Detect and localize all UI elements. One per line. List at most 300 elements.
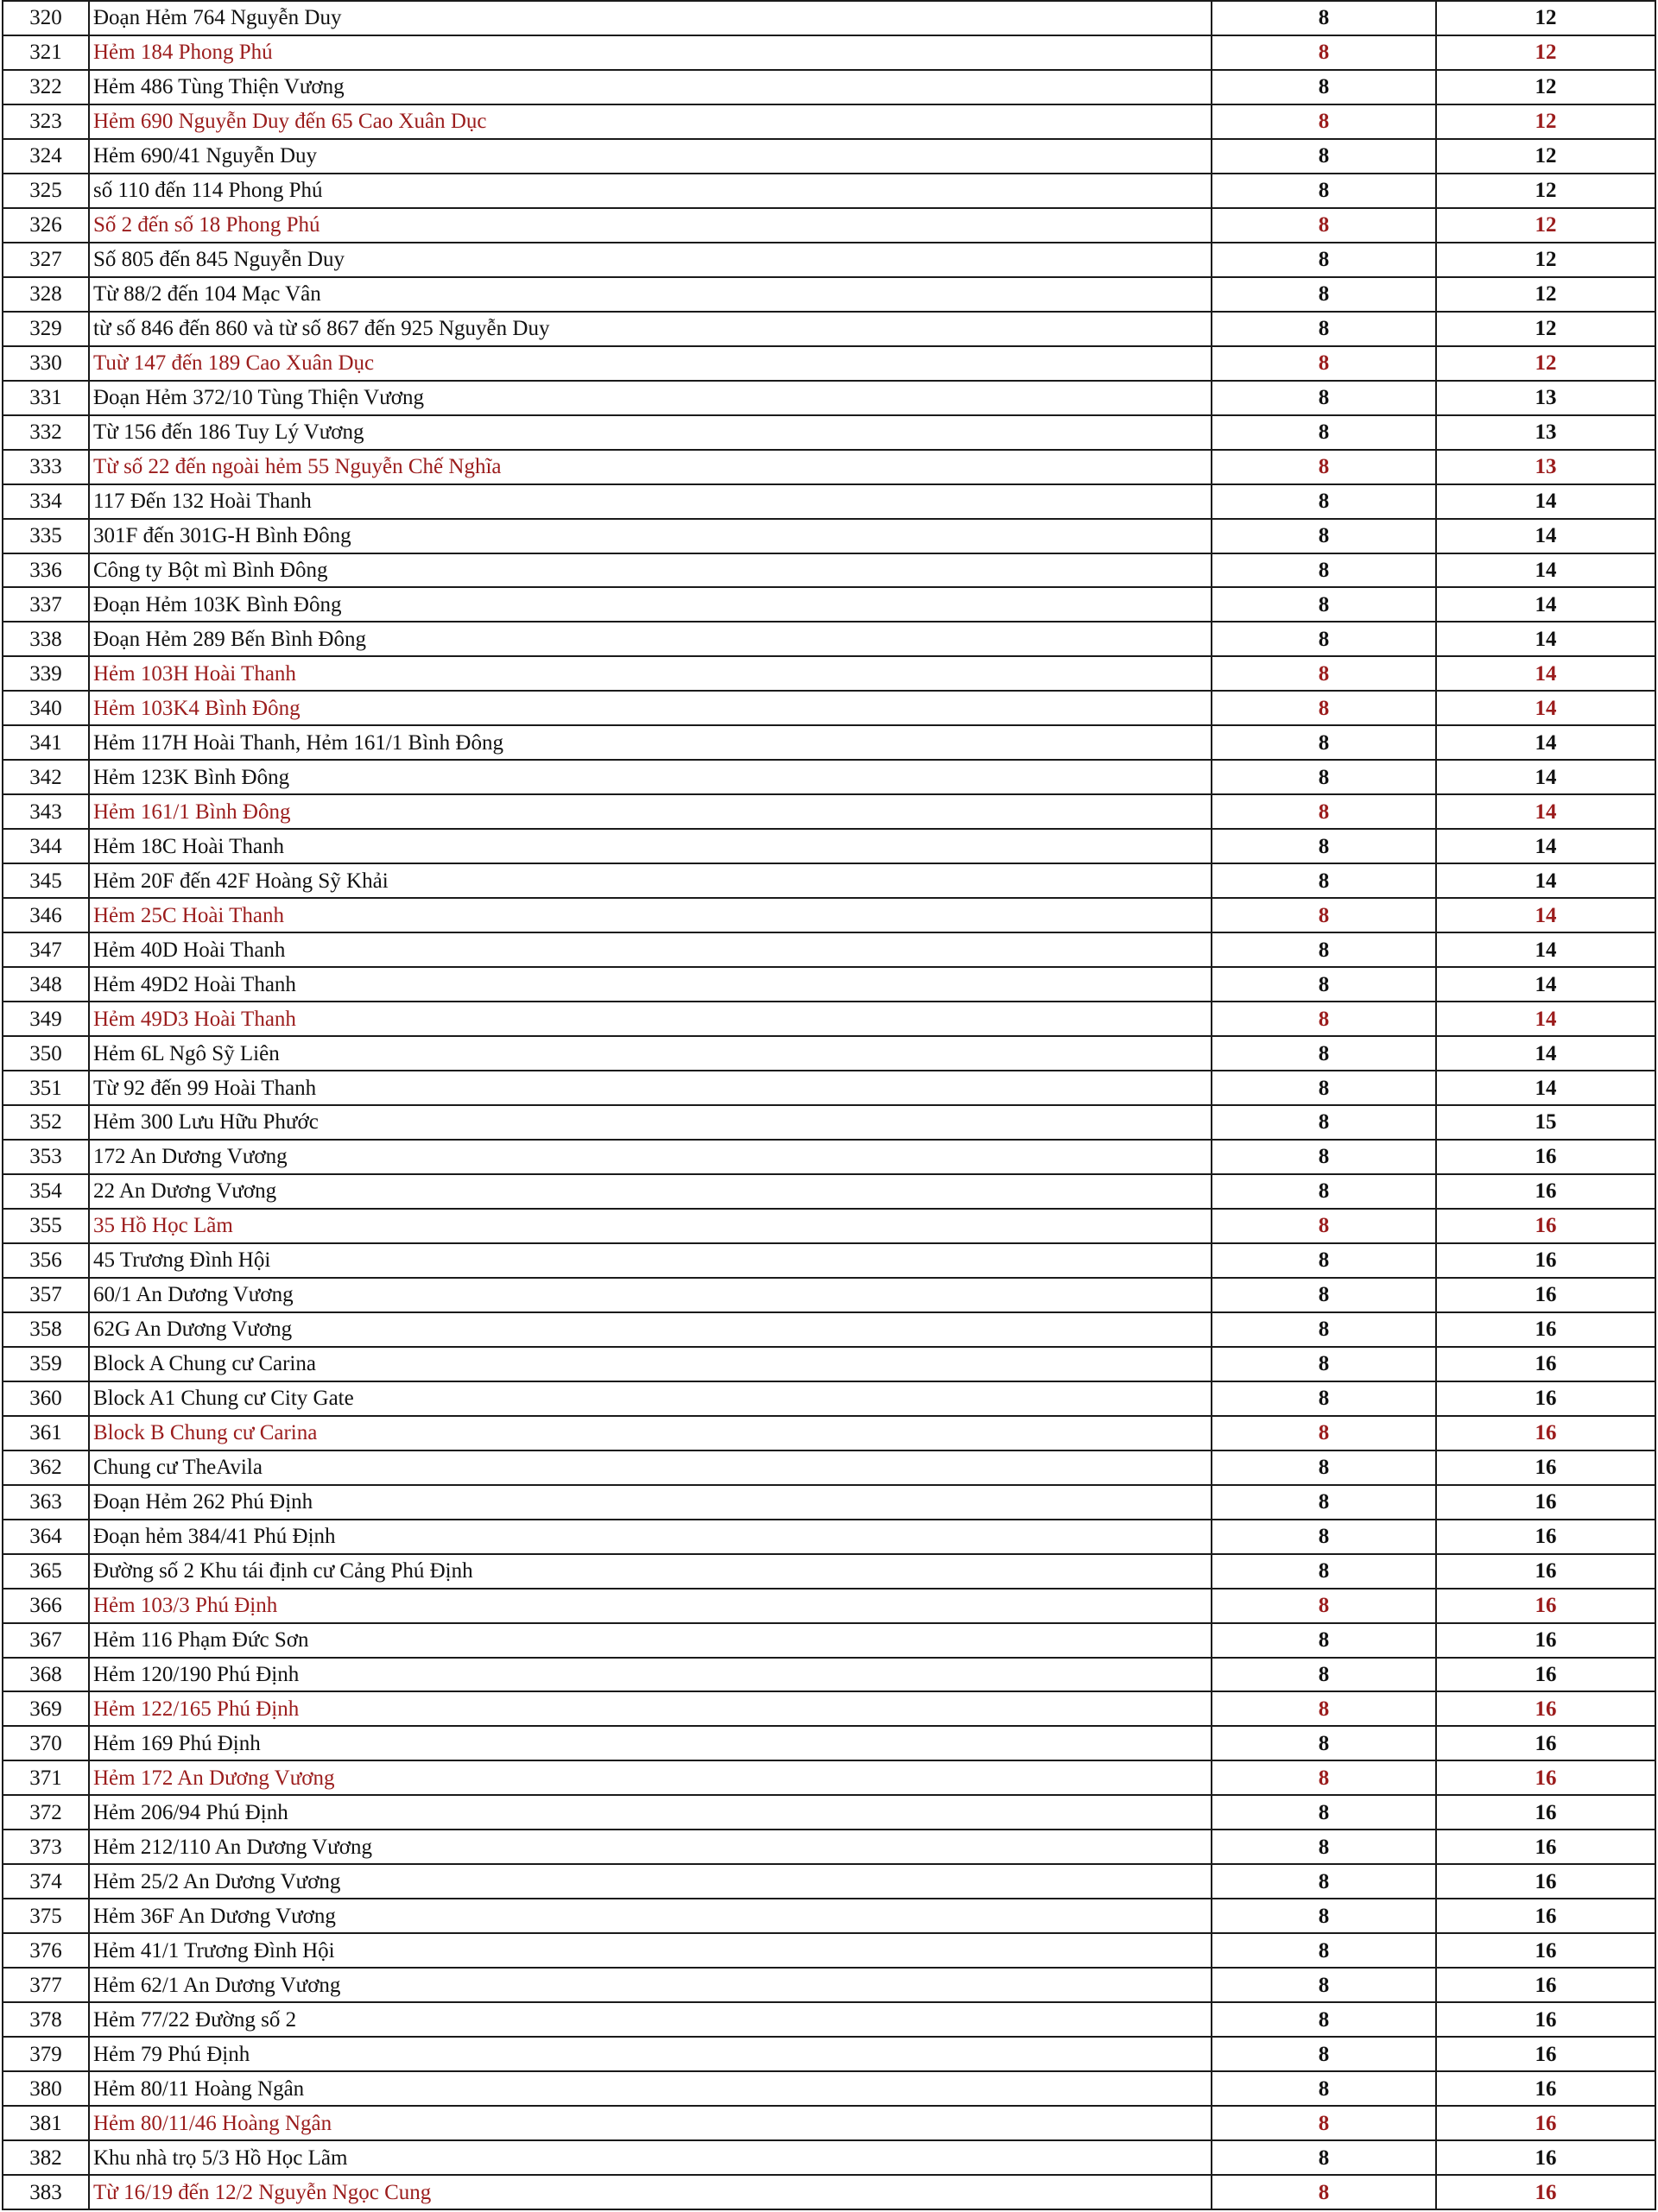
value-b: 14 (1436, 1036, 1655, 1071)
value-a: 8 (1212, 139, 1436, 174)
location-name: từ số 846 đến 860 và từ số 867 đến 925 Nguyễn Duy (89, 312, 1212, 346)
row-number: 328 (3, 277, 89, 312)
value-a: 8 (1212, 1830, 1436, 1864)
row-number: 331 (3, 381, 89, 415)
row-number: 348 (3, 967, 89, 1002)
row-number: 357 (3, 1278, 89, 1312)
value-b: 16 (1436, 1140, 1655, 1174)
table-row (3, 1554, 1655, 1589)
value-b: 16 (1436, 1864, 1655, 1899)
table-row (3, 932, 1655, 967)
value-a: 8 (1212, 863, 1436, 898)
row-number: 366 (3, 1589, 89, 1623)
row-number: 340 (3, 691, 89, 725)
location-name: Hẻm 116 Phạm Đức Sơn (89, 1623, 1212, 1658)
value-a: 8 (1212, 277, 1436, 312)
location-name: Chung cư TheAvila (89, 1450, 1212, 1485)
table-row (3, 760, 1655, 794)
location-name: Hẻm 103H Hoài Thanh (89, 656, 1212, 691)
value-a: 8 (1212, 1933, 1436, 1968)
row-number: 374 (3, 1864, 89, 1899)
value-b: 14 (1436, 587, 1655, 622)
value-b: 16 (1436, 1589, 1655, 1623)
location-name: Hẻm 80/11 Hoàng Ngân (89, 2071, 1212, 2106)
row-number: 369 (3, 1691, 89, 1726)
value-b: 16 (1436, 1968, 1655, 2002)
value-b: 16 (1436, 1485, 1655, 1520)
value-b: 14 (1436, 519, 1655, 553)
table-row (3, 1589, 1655, 1623)
value-a: 8 (1212, 1312, 1436, 1347)
table-row (3, 1726, 1655, 1760)
value-a: 8 (1212, 1899, 1436, 1933)
value-a: 8 (1212, 587, 1436, 622)
location-name: Đoạn hẻm 384/41 Phú Định (89, 1520, 1212, 1554)
value-b: 14 (1436, 622, 1655, 656)
row-number: 355 (3, 1209, 89, 1243)
value-a: 8 (1212, 1760, 1436, 1795)
value-b: 16 (1436, 1347, 1655, 1381)
row-number: 364 (3, 1520, 89, 1554)
table-row (3, 1071, 1655, 1105)
value-a: 8 (1212, 1071, 1436, 1105)
value-b: 14 (1436, 725, 1655, 760)
value-a: 8 (1212, 484, 1436, 519)
table-row (3, 381, 1655, 415)
row-number: 375 (3, 1899, 89, 1933)
table-row (3, 898, 1655, 932)
location-name: Block A1 Chung cư City Gate (89, 1381, 1212, 1416)
table-row (3, 2140, 1655, 2175)
table-row (3, 691, 1655, 725)
value-b: 16 (1436, 2037, 1655, 2071)
table-row (3, 1174, 1655, 1209)
location-name: Hẻm 18C Hoài Thanh (89, 829, 1212, 863)
row-number: 376 (3, 1933, 89, 1968)
value-a: 8 (1212, 1174, 1436, 1209)
value-b: 14 (1436, 656, 1655, 691)
table-row (3, 967, 1655, 1002)
value-b: 14 (1436, 553, 1655, 588)
row-number: 327 (3, 243, 89, 277)
table-row (3, 1691, 1655, 1726)
table-row (3, 277, 1655, 312)
location-name: Từ 16/19 đến 12/2 Nguyễn Ngọc Cung (89, 2175, 1212, 2209)
table-row (3, 1347, 1655, 1381)
row-number: 346 (3, 898, 89, 932)
location-name: Từ số 22 đến ngoài hẻm 55 Nguyễn Chế Nghĩa (89, 450, 1212, 484)
value-a: 8 (1212, 346, 1436, 381)
location-name: 45 Trương Đình Hội (89, 1243, 1212, 1278)
value-a: 8 (1212, 898, 1436, 932)
value-a: 8 (1212, 553, 1436, 588)
value-b: 14 (1436, 932, 1655, 967)
value-a: 8 (1212, 208, 1436, 243)
value-b: 12 (1436, 243, 1655, 277)
table-row (3, 1520, 1655, 1554)
location-name: Từ 88/2 đến 104 Mạc Vân (89, 277, 1212, 312)
value-a: 8 (1212, 35, 1436, 70)
value-a: 8 (1212, 967, 1436, 1002)
value-a: 8 (1212, 1381, 1436, 1416)
row-number: 332 (3, 415, 89, 450)
value-a: 8 (1212, 2037, 1436, 2071)
value-b: 16 (1436, 1623, 1655, 1658)
row-number: 365 (3, 1554, 89, 1589)
value-b: 16 (1436, 1760, 1655, 1795)
value-a: 8 (1212, 1140, 1436, 1174)
table-row (3, 139, 1655, 174)
location-name: Tuừ 147 đến 189 Cao Xuân Dục (89, 346, 1212, 381)
location-name: Hẻm 25/2 An Dương Vương (89, 1864, 1212, 1899)
location-name: Hẻm 36F An Dương Vương (89, 1899, 1212, 1933)
table-row (3, 2071, 1655, 2106)
table-row (3, 450, 1655, 484)
table-row (3, 519, 1655, 553)
table-row (3, 104, 1655, 139)
location-name: Hẻm 6L Ngô Sỹ Liên (89, 1036, 1212, 1071)
row-number: 344 (3, 829, 89, 863)
table-row (3, 1002, 1655, 1036)
location-name: Hẻm 486 Tùng Thiện Vương (89, 70, 1212, 104)
location-name: Hẻm 117H Hoài Thanh, Hẻm 161/1 Bình Đông (89, 725, 1212, 760)
location-name: Hẻm 206/94 Phú Định (89, 1795, 1212, 1830)
value-b: 16 (1436, 1312, 1655, 1347)
row-number: 335 (3, 519, 89, 553)
value-a: 8 (1212, 1554, 1436, 1589)
row-number: 367 (3, 1623, 89, 1658)
value-a: 8 (1212, 1243, 1436, 1278)
value-a: 8 (1212, 243, 1436, 277)
table-row (3, 2037, 1655, 2071)
value-b: 16 (1436, 2140, 1655, 2175)
location-name: số 110 đến 114 Phong Phú (89, 174, 1212, 208)
row-number: 326 (3, 208, 89, 243)
row-number: 353 (3, 1140, 89, 1174)
row-number: 378 (3, 2002, 89, 2037)
location-name: Hẻm 690/41 Nguyễn Duy (89, 139, 1212, 174)
value-b: 14 (1436, 760, 1655, 794)
table-row (3, 70, 1655, 104)
table-row (3, 1899, 1655, 1933)
row-number: 377 (3, 1968, 89, 2002)
location-name: Đoạn Hẻm 372/10 Tùng Thiện Vương (89, 381, 1212, 415)
row-number: 354 (3, 1174, 89, 1209)
value-b: 13 (1436, 415, 1655, 450)
value-b: 15 (1436, 1105, 1655, 1140)
location-name: Đoạn Hẻm 262 Phú Định (89, 1485, 1212, 1520)
row-number: 383 (3, 2175, 89, 2209)
value-a: 8 (1212, 1589, 1436, 1623)
value-a: 8 (1212, 2071, 1436, 2106)
row-number: 359 (3, 1347, 89, 1381)
location-name: Hẻm 161/1 Bình Đông (89, 794, 1212, 829)
location-name: Đường số 2 Khu tái định cư Cảng Phú Định (89, 1554, 1212, 1589)
row-number: 352 (3, 1105, 89, 1140)
value-a: 8 (1212, 2002, 1436, 2037)
row-number: 381 (3, 2106, 89, 2140)
value-a: 8 (1212, 1450, 1436, 1485)
location-name: Hẻm 122/165 Phú Định (89, 1691, 1212, 1726)
value-b: 12 (1436, 312, 1655, 346)
table-row (3, 243, 1655, 277)
location-name: Block A Chung cư Carina (89, 1347, 1212, 1381)
value-b: 16 (1436, 1450, 1655, 1485)
location-name: Khu nhà trọ 5/3 Hồ Học Lãm (89, 2140, 1212, 2175)
row-number: 362 (3, 1450, 89, 1485)
row-number: 321 (3, 35, 89, 70)
value-a: 8 (1212, 312, 1436, 346)
value-a: 8 (1212, 1795, 1436, 1830)
value-a: 8 (1212, 1002, 1436, 1036)
value-a: 8 (1212, 1416, 1436, 1450)
location-name: Hẻm 184 Phong Phú (89, 35, 1212, 70)
location-name: 60/1 An Dương Vương (89, 1278, 1212, 1312)
table-row (3, 553, 1655, 588)
row-number: 350 (3, 1036, 89, 1071)
table-body (3, 1, 1655, 2209)
value-a: 8 (1212, 1036, 1436, 1071)
table-row (3, 1658, 1655, 1692)
row-number: 341 (3, 725, 89, 760)
table-row (3, 1795, 1655, 1830)
value-b: 16 (1436, 1726, 1655, 1760)
row-number: 338 (3, 622, 89, 656)
location-name: Từ 92 đến 99 Hoài Thanh (89, 1071, 1212, 1105)
location-name: Đoạn Hẻm 764 Nguyễn Duy (89, 1, 1212, 35)
value-a: 8 (1212, 104, 1436, 139)
table-row (3, 863, 1655, 898)
value-a: 8 (1212, 519, 1436, 553)
location-name: Đoạn Hẻm 289 Bến Bình Đông (89, 622, 1212, 656)
table-row (3, 1416, 1655, 1450)
value-a: 8 (1212, 622, 1436, 656)
value-b: 12 (1436, 208, 1655, 243)
value-b: 13 (1436, 381, 1655, 415)
value-b: 14 (1436, 898, 1655, 932)
location-name: 22 An Dương Vương (89, 1174, 1212, 1209)
value-b: 16 (1436, 1243, 1655, 1278)
value-b: 14 (1436, 829, 1655, 863)
value-b: 16 (1436, 2002, 1655, 2037)
value-a: 8 (1212, 1209, 1436, 1243)
location-name: Block B Chung cư Carina (89, 1416, 1212, 1450)
location-name: Hẻm 300 Lưu Hữu Phước (89, 1105, 1212, 1140)
table-row (3, 1243, 1655, 1278)
row-number: 370 (3, 1726, 89, 1760)
value-a: 8 (1212, 725, 1436, 760)
value-a: 8 (1212, 1105, 1436, 1140)
row-number: 373 (3, 1830, 89, 1864)
value-a: 8 (1212, 381, 1436, 415)
table-row (3, 1623, 1655, 1658)
row-number: 337 (3, 587, 89, 622)
value-b: 16 (1436, 1554, 1655, 1589)
value-b: 12 (1436, 139, 1655, 174)
value-a: 8 (1212, 174, 1436, 208)
value-b: 14 (1436, 794, 1655, 829)
value-b: 16 (1436, 1830, 1655, 1864)
value-b: 12 (1436, 277, 1655, 312)
location-name: Đoạn Hẻm 103K Bình Đông (89, 587, 1212, 622)
value-a: 8 (1212, 1485, 1436, 1520)
value-b: 16 (1436, 1209, 1655, 1243)
row-number: 334 (3, 484, 89, 519)
row-number: 349 (3, 1002, 89, 1036)
value-a: 8 (1212, 1347, 1436, 1381)
row-number: 323 (3, 104, 89, 139)
value-a: 8 (1212, 829, 1436, 863)
row-number: 342 (3, 760, 89, 794)
value-b: 16 (1436, 1381, 1655, 1416)
value-b: 14 (1436, 1071, 1655, 1105)
value-b: 16 (1436, 1899, 1655, 1933)
table-row (3, 2106, 1655, 2140)
location-name: Hẻm 62/1 An Dương Vương (89, 1968, 1212, 2002)
row-number: 347 (3, 932, 89, 967)
location-name: Hẻm 49D3 Hoài Thanh (89, 1002, 1212, 1036)
value-a: 8 (1212, 691, 1436, 725)
value-a: 8 (1212, 794, 1436, 829)
value-a: 8 (1212, 1658, 1436, 1692)
value-a: 8 (1212, 1, 1436, 35)
row-number: 330 (3, 346, 89, 381)
value-b: 14 (1436, 691, 1655, 725)
location-name: 301F đến 301G-H Bình Đông (89, 519, 1212, 553)
location-name: Số 805 đến 845 Nguyễn Duy (89, 243, 1212, 277)
row-number: 356 (3, 1243, 89, 1278)
value-b: 16 (1436, 2175, 1655, 2209)
value-a: 8 (1212, 932, 1436, 967)
location-name: Hẻm 690 Nguyễn Duy đến 65 Cao Xuân Dục (89, 104, 1212, 139)
row-number: 324 (3, 139, 89, 174)
table-row (3, 484, 1655, 519)
table-row (3, 346, 1655, 381)
table-row (3, 1968, 1655, 2002)
value-a: 8 (1212, 2106, 1436, 2140)
location-name: Hẻm 172 An Dương Vương (89, 1760, 1212, 1795)
location-name: Hẻm 103K4 Bình Đông (89, 691, 1212, 725)
row-number: 322 (3, 70, 89, 104)
value-b: 16 (1436, 1174, 1655, 1209)
row-number: 368 (3, 1658, 89, 1692)
row-number: 360 (3, 1381, 89, 1416)
location-name: Hẻm 41/1 Trương Đình Hội (89, 1933, 1212, 1968)
table-row (3, 174, 1655, 208)
value-a: 8 (1212, 2140, 1436, 2175)
value-b: 12 (1436, 346, 1655, 381)
table-row (3, 1278, 1655, 1312)
table-row (3, 1140, 1655, 1174)
value-a: 8 (1212, 1968, 1436, 2002)
row-number: 325 (3, 174, 89, 208)
value-b: 14 (1436, 863, 1655, 898)
row-number: 382 (3, 2140, 89, 2175)
row-number: 343 (3, 794, 89, 829)
value-a: 8 (1212, 1864, 1436, 1899)
table-row (3, 622, 1655, 656)
location-name: 172 An Dương Vương (89, 1140, 1212, 1174)
table-row (3, 1036, 1655, 1071)
value-a: 8 (1212, 415, 1436, 450)
address-table (2, 0, 1656, 2210)
row-number: 363 (3, 1485, 89, 1520)
table-row (3, 656, 1655, 691)
table-row (3, 1105, 1655, 1140)
value-a: 8 (1212, 2175, 1436, 2209)
row-number: 379 (3, 2037, 89, 2071)
row-number: 358 (3, 1312, 89, 1347)
location-name: Hẻm 80/11/46 Hoàng Ngân (89, 2106, 1212, 2140)
table-row (3, 1760, 1655, 1795)
table-row (3, 1933, 1655, 1968)
value-a: 8 (1212, 70, 1436, 104)
value-b: 16 (1436, 1658, 1655, 1692)
value-b: 16 (1436, 1416, 1655, 1450)
value-b: 14 (1436, 1002, 1655, 1036)
location-name: 117 Đến 132 Hoài Thanh (89, 484, 1212, 519)
value-a: 8 (1212, 1691, 1436, 1726)
location-name: Từ 156 đến 186 Tuy Lý Vương (89, 415, 1212, 450)
location-name: 62G An Dương Vương (89, 1312, 1212, 1347)
row-number: 333 (3, 450, 89, 484)
table-row (3, 1864, 1655, 1899)
row-number: 329 (3, 312, 89, 346)
location-name: Hẻm 40D Hoài Thanh (89, 932, 1212, 967)
table-row (3, 1209, 1655, 1243)
row-number: 361 (3, 1416, 89, 1450)
location-name: Hẻm 25C Hoài Thanh (89, 898, 1212, 932)
value-b: 12 (1436, 70, 1655, 104)
location-name: Hẻm 103/3 Phú Định (89, 1589, 1212, 1623)
location-name: 35 Hồ Học Lãm (89, 1209, 1212, 1243)
value-b: 12 (1436, 1, 1655, 35)
value-a: 8 (1212, 1278, 1436, 1312)
row-number: 372 (3, 1795, 89, 1830)
value-a: 8 (1212, 760, 1436, 794)
location-name: Hẻm 49D2 Hoài Thanh (89, 967, 1212, 1002)
location-name: Hẻm 123K Bình Đông (89, 760, 1212, 794)
location-name: Công ty Bột mì Bình Đông (89, 553, 1212, 588)
location-name: Hẻm 77/22 Đường số 2 (89, 2002, 1212, 2037)
table-row (3, 1, 1655, 35)
table-row (3, 725, 1655, 760)
value-b: 12 (1436, 174, 1655, 208)
value-a: 8 (1212, 1623, 1436, 1658)
value-b: 14 (1436, 967, 1655, 1002)
table-row (3, 2175, 1655, 2209)
value-b: 12 (1436, 104, 1655, 139)
location-name: Hẻm 120/190 Phú Định (89, 1658, 1212, 1692)
table-row (3, 208, 1655, 243)
table-row (3, 312, 1655, 346)
value-b: 14 (1436, 484, 1655, 519)
table-row (3, 794, 1655, 829)
value-b: 16 (1436, 1933, 1655, 1968)
row-number: 351 (3, 1071, 89, 1105)
location-name: Số 2 đến số 18 Phong Phú (89, 208, 1212, 243)
value-b: 13 (1436, 450, 1655, 484)
value-b: 16 (1436, 2106, 1655, 2140)
value-a: 8 (1212, 656, 1436, 691)
table-row (3, 1830, 1655, 1864)
row-number: 345 (3, 863, 89, 898)
table-row (3, 2002, 1655, 2037)
table-row (3, 1312, 1655, 1347)
row-number: 380 (3, 2071, 89, 2106)
table-row (3, 1381, 1655, 1416)
location-name: Hẻm 169 Phú Định (89, 1726, 1212, 1760)
